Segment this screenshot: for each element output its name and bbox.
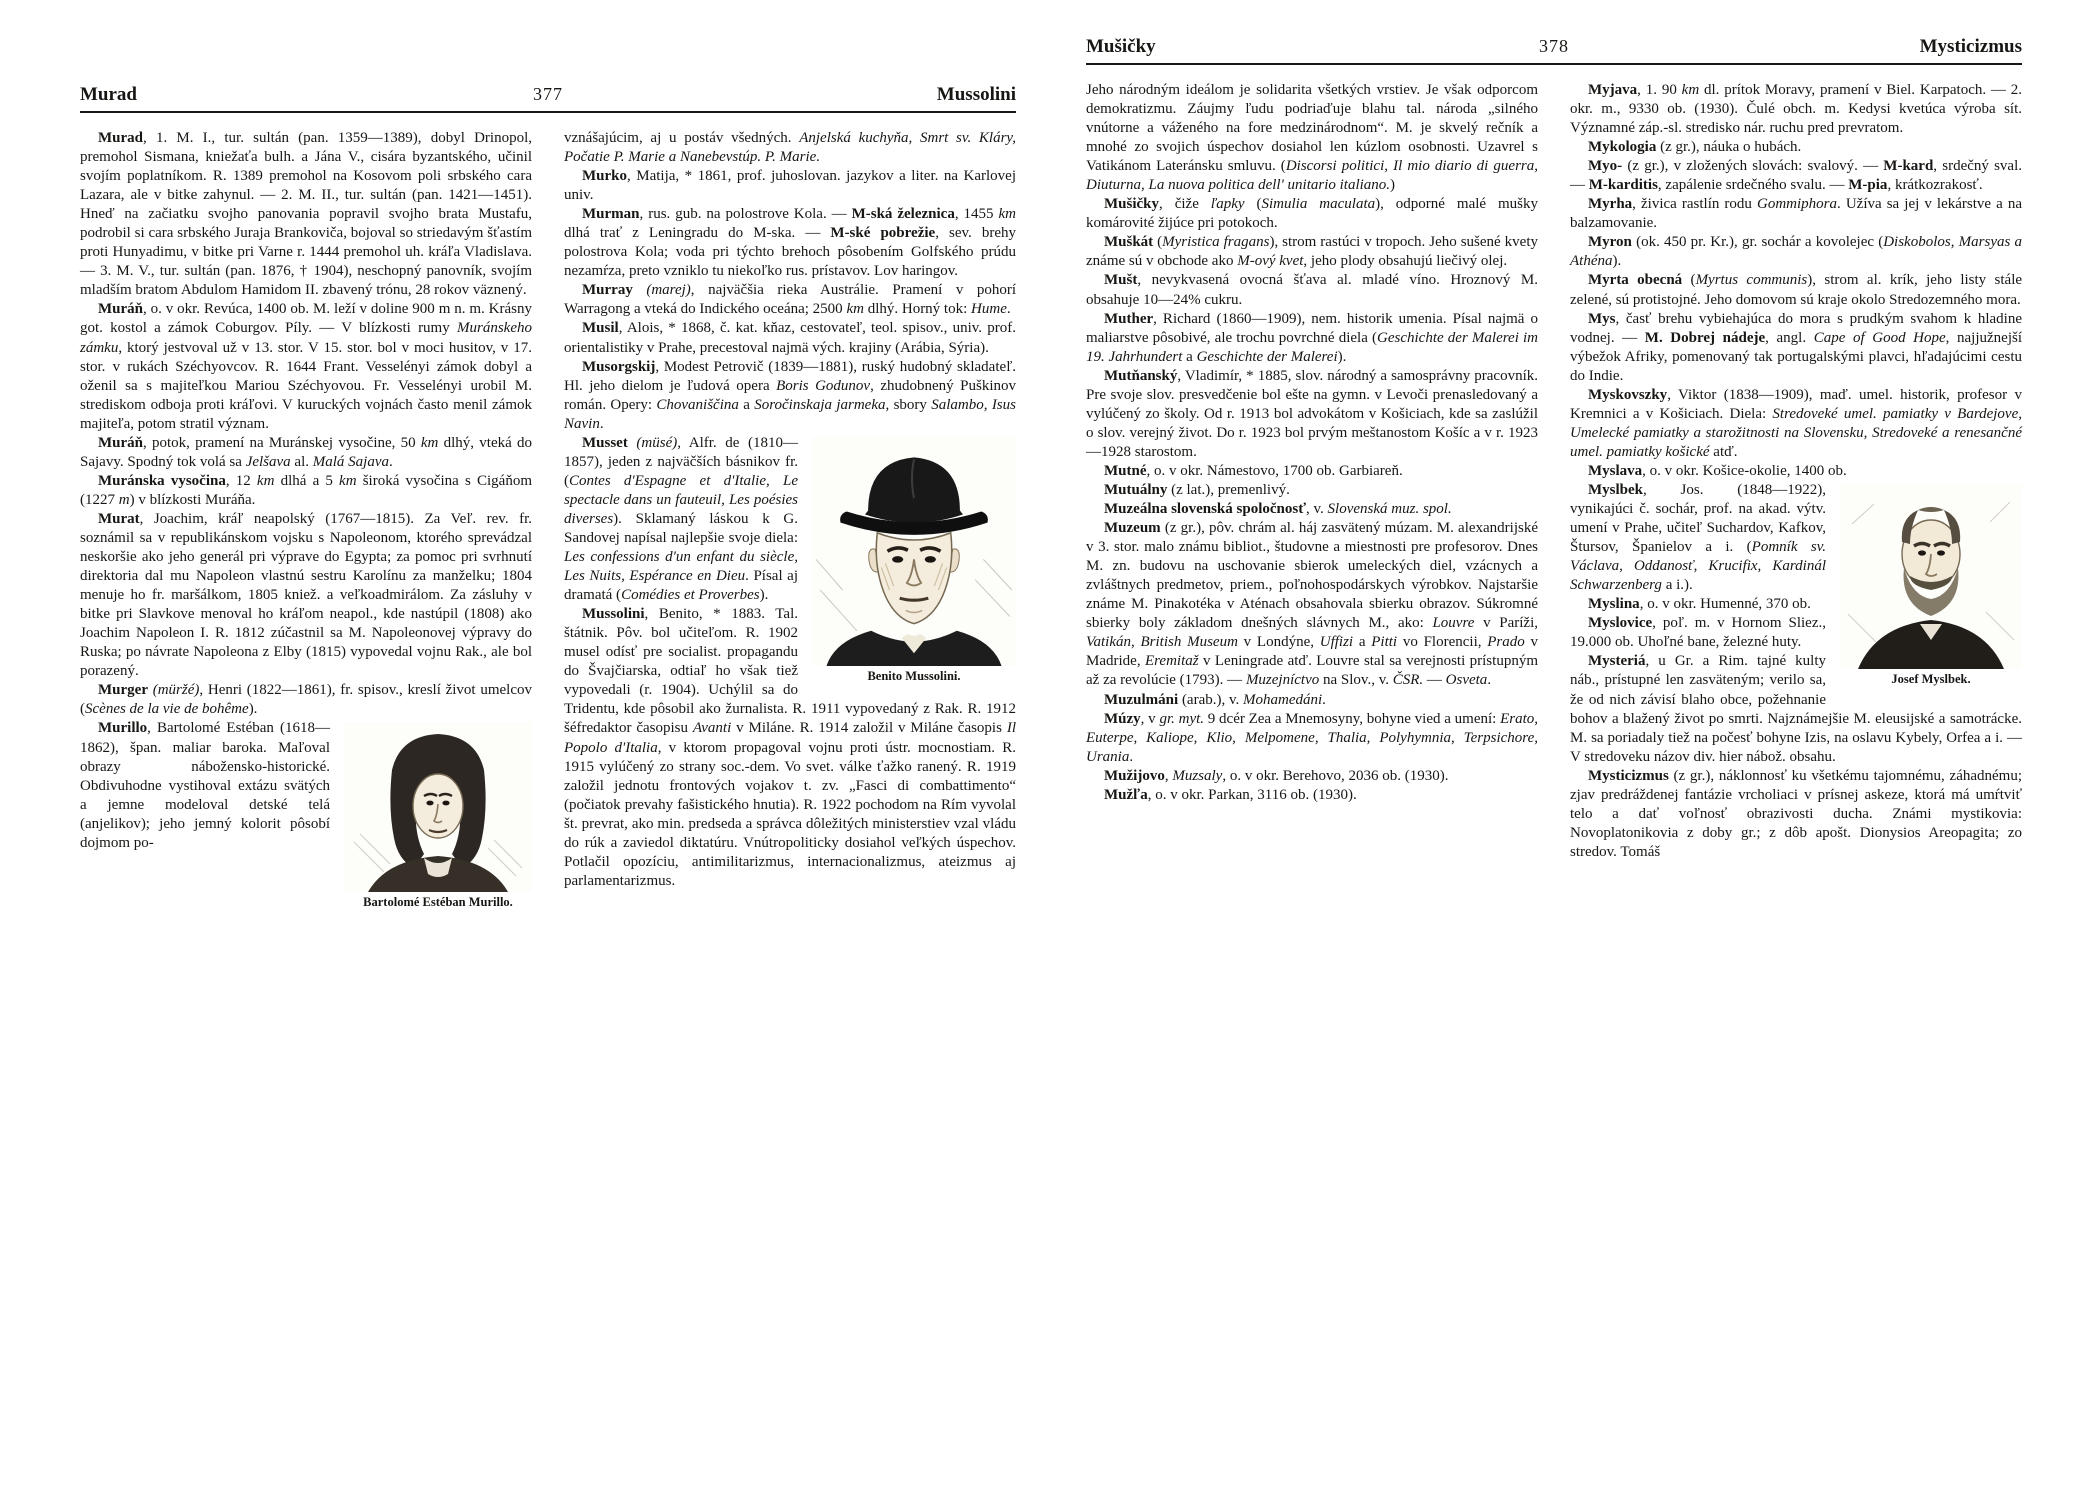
italic-text: Soročinskaja jarmeka [754, 396, 886, 413]
entry-term: Myslina [1588, 596, 1640, 613]
entry-term: Muther [1104, 310, 1154, 327]
entry-term: Murger [98, 682, 148, 699]
entry-musset: Benito Mussolini. Musset (müsé), Alfr. de (1810—1857), jeden z najväčších básnikov fr. (Contes d'Espagne et d'Italie, Le spectacle dans un fauteuil, Les poésies diverses). Sklamaný láskou k G. Sandovej napísal najlepšie svoje diela: Les confessions d'un enfant du siècle, Les Nuits, Espérance en Dieu. Písal aj dramatá (Comédies et Proverbes). [564, 434, 1016, 605]
italic-text: Muzsaly [1172, 767, 1223, 784]
italic-text: Louvre [1432, 615, 1475, 632]
italic-text: Pitti [1371, 634, 1398, 651]
entry-myslovice: Myslovice, poľ. m. v Hornom Sliez., 19.000 ob. Uhoľné bane, železné huty. [1570, 615, 1826, 651]
italic-text: (müržé) [152, 682, 200, 699]
entry-term: Mysteriá [1588, 653, 1646, 670]
entry-term: Myslava [1588, 462, 1643, 479]
italic-text: Prado [1487, 634, 1525, 651]
figure-caption: Bartolomé Estéban Murillo. [363, 895, 513, 910]
page-377 [80, 84, 1016, 916]
italic-text: Erato, Euterpe, Kaliope, Klio, Melpomene, Thalia, Polyhymnia, Terpsichore, Urania [1086, 710, 1539, 765]
page-number: 377 [533, 84, 563, 104]
entry-muran: Muráň, potok, pramení na Muránskej vysočine, 50 km dlhý, vteká do Sajavy. Spodný tok volá sa Jelšava al. Malá Sajava. [80, 434, 532, 470]
entry-mussolini: Mussolini, Benito, * 1883. Tal. štátnik. Pôv. bol učiteľom. R. 1902 musel odísť pre socialist. propagandu do Švajčiarska, odtiaľ ho však tiež vypovedali (r. 1904). Uchýlil sa do Tridentu, kde pôsobil ako žurnalista. R. 1911 vypovedaný z Rak. R. 1912 šéfredaktor časopisu Avanti v Miláne. R. 1914 založil v Miláne časopis Il Popolo d'Italia, v ktorom propagoval vojnu proti ústr. mocnostiam. R. 1915 vylúčený zo strany soc.-dem. Vo svet. válke ťažko ranený. R. 1919 založil jednotu frontových vojakov t. zv. „Fasci di combattimento“ (počiatok prevahy fašistického hnutia). R. 1922 pochodom na Rím vyvolal št. prevrat, ako min. predseda a správca dôležitých ministerstiev vzal vládu do rúk a zaviedol diktatúru. Vnútropoliticky dosiahol veľkých úspechov. Potlačil opozíciu, antimilitarizmus, internacionalizmus, ateizmus aj parlamentarizmus. [564, 606, 1016, 889]
entry-term: Myskovszky [1588, 386, 1668, 403]
italic-text: (müsé) [636, 434, 678, 451]
entry-myrha: Myrha, živica rastlín rodu Gommiphora. Užíva sa jej v lekárstve a na balzamovanie. [1570, 196, 2023, 232]
entry-continuation: Jeho národným ideálom je solidarita všetkých vrstiev. Je však odporcom demokratizmu. Záujmy ľudu podriaďuje blahu tal. národa „silného vnútorne a váženého na fore medzinárodnom“. M. je skvelý rečník a mnohé zo svojich úspechov dosiahol len kúzlom osobnosti. Uzavrel s Vatikánom Lateránsku smluvu. (Discorsi politici, Il mio diario di guerra, Diuturna, La nuova politica dell' unitario italiano.) [1086, 82, 1539, 194]
entry-mutnansky: Mutňanský, Vladimír, * 1885, slov. národný a samosprávny pracovník. Pre svoje slov. presvedčenie bol ešte na gymn. v Levoči prenasledovaný a vylúčený zo školy. Od r. 1913 bol advokátom v Košiciach, kde sa zaslúžil o slov. verejný život. Do r. 1923 bol prvým meštanostom Košíc a v r. 1923—1928 starostom. [1086, 367, 1538, 460]
entry-musorgskij: Musorgskij, Modest Petrovič (1839—1881), ruský hudobný skladateľ. Hl. jeho dielom je ľudová opera Boris Godunov, zhudobnený Puškinov román. Opery: Chovaniščina a Soročinskaja jarmeka, sbory Salambo, Isus Navin. [564, 358, 1016, 432]
bold-subentry: M-karditis [1588, 177, 1658, 194]
italic-text: Comédies et Proverbes [621, 587, 760, 604]
italic-text: Pomník sv. Václava, Oddanosť, Krucifix, Kardinál Schwarzenberg [1570, 539, 1826, 594]
entry-muzeum: Muzeum (z gr.), pôv. chrám al. háj zasvätený múzam. M. alexandrijské v 3. stor. malo známu bibliot., študovne a miestnosti pre profesorov. Dnes M. zn. budovu na uschovanie sbierok umeleckých diel, vzácnych a zvláštnych predmetov, priem., poľnohospodárskych výrobkov. Najstaršie známe M. Pinakotéka v Aténach obsahovala sbierku obrazov. Súkromné sbierky boly základom dnešných slávnych M., ako: Louvre v Paríži, Vatikán, British Museum v Londýne, Uffizi a Pitti vo Florencii, Prado v Madride, Eremitaž v Leningrade atď. Louvre stal sa verejnosti prístupným až za revolúcie (1793). — Muzejníctvo na Slov., v. ČSR. — Osveta. [1086, 520, 1538, 689]
entry-muther: Muther, Richard (1860—1909), nem. historik umenia. Písal najmä o maliarstve pôsobivé, ale trochu povrchné diela (Geschichte der Malerei im 19. Jahrhundert a Geschichte der Malerei). [1086, 310, 1538, 365]
page-378-columns [1086, 81, 2022, 862]
murillo-portrait-figure [344, 722, 532, 909]
mussolini-portrait-sketch [812, 437, 1016, 667]
italic-text: km [256, 472, 275, 489]
entry-must: Mušt, nevykvasená ovocná šťava al. mladé víno. Hroznový M. obsahuje 10—24% cukru. [1086, 272, 1538, 308]
italic-text: Simulia maculata [1261, 196, 1376, 213]
italic-text: km [339, 472, 357, 489]
entry-term: Myo- [1588, 158, 1623, 175]
bold-subentry: M-ské pobrežie [830, 225, 936, 242]
entry-muzijovo: Mužijovo, Muzsaly, o. v okr. Berehovo, 2036 ob. (1930). [1104, 767, 1449, 784]
italic-text: (marej) [646, 282, 691, 299]
bold-subentry: M. Dobrej nádeje [1644, 329, 1766, 346]
entry-continuation: vznášajúcim, aj u postáv všedných. Anjelská kuchyňa, Smrt sv. Kláry, Počatie P. Marie a Nanebevstúp. P. Marie. [564, 130, 1016, 166]
entry-term: Mussolini [582, 606, 645, 623]
entry-term: Murad [98, 130, 143, 146]
entry-term: Muráň [98, 434, 143, 451]
italic-text: Chovaniščina [656, 396, 739, 413]
page-378 [1086, 36, 2022, 862]
entry-muzla: Mužľa, o. v okr. Parkan, 3116 ob. (1930). [1104, 786, 1357, 803]
entry-term: Mys [1588, 310, 1616, 327]
italic-text: Osveta [1445, 672, 1488, 689]
italic-text: Avanti [692, 720, 732, 737]
header-keyword-left: Murad [80, 84, 137, 105]
entry-term: Myslovice [1588, 615, 1653, 632]
italic-text: Mohamedáni [1243, 691, 1323, 708]
entry-term: Murray [582, 282, 633, 299]
bold-subentry: M-kard [1883, 158, 1934, 175]
entry-murman: Murman, rus. gub. na polostrove Kola. — M-ská železnica, 1455 km dlhá trať z Leningradu do M-ska. — M-ské pobrežie, sev. brehy polostrova Kola; voda pri týchto brehoch pôsobením Golfského prúdu nezamŕza, preto vzniklo tu niekoľko rus. prístavov. Lov haringov. [564, 206, 1016, 280]
italic-text: Les confessions d'un enfant du siècle, Les Nuits, Espérance en Dieu [564, 549, 798, 585]
entry-musil: Musil, Alois, * 1868, č. kat. kňaz, cestovateľ, teol. spisov., univ. prof. orientalistiky v Prahe, precestoval najmä vých. krajiny (Arábia, Sýria). [564, 320, 1016, 356]
italic-text: Uffizi [1319, 634, 1354, 651]
italic-text: Jelšava [245, 453, 291, 470]
italic-text: Malá Sajava [312, 453, 389, 470]
italic-text: Myrtus communis [1695, 272, 1808, 289]
italic-text: Il Popolo d'Italia [564, 720, 1016, 756]
entry-murko: Murko, Matija, * 1861, prof. juhoslovan. jazykov a liter. na Karlovej univ. [564, 168, 1016, 204]
entry-mysteria: Mysteriá, u Gr. a Rim. tajné kulty náb., prístupné len zasväteným; verilo sa, že od nich závisí blaho obce, požehnanie bohov a blažený život po smrti. Najznámejšie M. eleusijské a samotrácke. M. sa poriadaly tiež na počesť bohyne Izis, na oslavu Kybely, Orfea a i. — V stredoveku názov div. hier nábož. obsahu. [1570, 653, 2022, 765]
italic-text: Gommiphora [1757, 196, 1838, 213]
page-378-column-1 [1086, 81, 1538, 862]
myslbek-portrait-sketch [1840, 484, 2022, 669]
entry-myslbek: Josef Myslbek. Myslbek, Jos. (1848—1922), vynikajúci č. sochár, prof. na akad. výtv. umení v Prahe, učiteľ Suchardov, Kafkov, Štursov, Španielov a i. (Pomník sv. Václava, Oddanosť, Krucifix, Kardinál Schwarzenberg a i.). [1570, 481, 2022, 595]
italic-text: m [118, 491, 130, 508]
entry-murillo: Bartolomé Estéban Murillo. Murillo, Bartolomé Estéban (1618—1862), špan. maliar baroka. Maľoval obrazy nábožensko-historické. Obdivuhodne vystihoval extázu svätých a jemne modeloval detské telá (anjelikov); jeho jemný kolorit pôsobí dojmom po- [80, 719, 532, 852]
italic-text: km [846, 301, 864, 318]
entry-myslina: Myslina, o. v okr. Humenné, 370 ob. [1588, 596, 1811, 613]
entry-myo: Myo- (z gr.), v zložených slovách: svalový. — M-kard, srdečný sval. — M-karditis, zapálenie srdečného svalu. — M-pia, krátkozrakosť. [1570, 158, 2023, 194]
italic-text: Discorsi politici, Il mio diario di guerra, Diuturna, La nuova politica dell' unitario italiano. [1086, 158, 1539, 194]
entry-term: Mutné [1104, 462, 1147, 479]
entry-term: Murman [582, 206, 640, 223]
italic-text: km [1681, 82, 1700, 98]
italic-text: Stredoveké umel. pamiatky v Bardejove, Umelecké pamiatky a starožitnosti na Slovensku, Stredoveké a renesančné umel. pamiatky košické [1570, 405, 2022, 460]
page-377-columns [80, 129, 1016, 916]
italic-text: Salambo, Isus Navin [564, 396, 1016, 432]
italic-text: Hume [971, 301, 1007, 318]
italic-text: km [998, 206, 1016, 223]
entry-term: Musil [582, 320, 619, 337]
entry-muzulmani: Muzulmáni (arab.), v. Mohamedáni. [1104, 691, 1326, 708]
entry-myrta-obecna: Myrta obecná (Myrtus communis), strom al. krík, jeho listy stále zelené, sú protistojné. Jeho domovom sú kraje okolo Stredozemného mora. [1570, 272, 2023, 308]
entry-murad: Murad, 1. M. I., tur. sultán (pan. 1359—1389), dobyl Drinopol, premohol Sismana, kniežaťa bulh. a Jána V., cisára byzantského, učinil svojím poplatníkom. R. 1389 premohol na Kosovom poli srbského cara Lazara, ale v bitke zahynul. — 2. M. II., tur. sultán (pan. 1421—1451). Hneď na začiatku svojho panovania popravil svojho brata Mustafu, podrobil si cara srbského Juraja Brankoviča, bojoval so striedavým šťastím proti Hunyadimu, v bitke pri Varne r. 1444 premohol uh. kráľa Vladislava. — 3. M. V., tur. sultán (pan. 1876, † 1904), neschopný panovník, svojím mladším bratom Abdulom Hamidom II. zbavený trónu, 28 rokov väznený. [80, 130, 532, 299]
italic-text: Geschichte der Malerei im 19. Jahrhundert [1086, 329, 1538, 365]
page-378-column-2 [1570, 81, 2022, 862]
italic-text: M-ový kvet [1237, 253, 1304, 270]
italic-text: Geschichte der Malerei [1196, 348, 1338, 365]
entry-term: Murillo [98, 720, 148, 737]
page-378-header [1086, 36, 2022, 65]
entry-myjava: Myjava, 1. 90 km dl. prítok Moravy, pramení v Biel. Karpatoch. — 2. okr. m., 9330 ob. (1930). Čulé obch. m. Kedysi kvetúca výroba sít. Významné záp.-sl. stredisko nár. ruchu pred prevratom. [1570, 82, 2023, 137]
entry-term: Mušičky [1104, 196, 1160, 213]
entry-murray: Murray (marej), najväčšia rieka Austrálie. Pramení v pohorí Warragong a vteká do Indického oceána; 2500 km dlhý. Horný tok: Hume. [564, 282, 1017, 318]
page-number: 378 [1539, 36, 1569, 56]
entry-term: Myrta obecná [1588, 272, 1683, 289]
entry-term: Myron [1588, 234, 1632, 251]
entry-mys: Mys, časť brehu vybiehajúca do mora s prudkým svahom k hladine vodnej. — M. Dobrej nádeje, angl. Cape of Good Hope, najjužnejší výbežok Afriky, pomenovaný tak portugalskými plavci, hľadajúcimi cestu do Indie. [1570, 310, 2023, 384]
entry-myron: Myron (ok. 450 pr. Kr.), gr. sochár a kovolejec (Diskobolos, Marsyas a Athéna). [1570, 234, 2022, 270]
bold-subentry: M-ská železnica [851, 206, 955, 223]
entry-myskovszky: Myskovszky, Viktor (1838—1909), maď. umel. historik, profesor v Kremnici a v Košiciach. Diela: Stredoveké umel. pamiatky v Bardejove, Umelecké pamiatky a starožitnosti na Slovensku, Stredoveké a renesančné umel. pamiatky košické atď. [1570, 386, 2022, 460]
entry-mysticizmus: Mysticizmus (z gr.), náklonnosť ku všetkému tajomnému, záhadnému; zjav predráždenej fantázie vrcholiaci v prísnej askeze, ktorá má umŕtviť telo a dať voľnosť obrazivosti ducha. Známi mystikovia: Novoplatonikovia z doby gr.; z dôb apošt. Dionysios Areopagita; zo stredov. Tomáš [1570, 767, 2022, 860]
italic-text: Scènes de la vie de bohême [85, 701, 249, 718]
entry-term: Musset [582, 434, 628, 451]
entry-term: Múzy [1104, 710, 1141, 727]
italic-text: ČSR. [1392, 672, 1424, 689]
entry-mutualny: Mutuálny (z lat.), premenlivý. [1104, 481, 1290, 498]
entry-term: Mutňanský [1104, 367, 1178, 384]
italic-text: Anjelská kuchyňa, Smrt sv. Kláry, Počatie P. Marie a Nanebevstúp. P. Marie. [564, 130, 1016, 166]
bold-subentry: M-pia [1848, 177, 1888, 194]
entry-muskat: Muškát (Myristica fragans), strom rastúci v tropoch. Jeho sušené kvety známe sú v obchode ako M-ový kvet, jeho plody obsahujú liečivý olej. [1086, 234, 1538, 270]
italic-text: Contes d'Espagne et d'Italie, Le spectacle dans un fauteuil, Les poésies diverses [564, 472, 798, 527]
italic-text: British Museum [1140, 634, 1238, 651]
entry-muzealna-slovenska-spolocnost: Muzeálna slovenská spoločnosť, v. Slovenská muz. spol. [1104, 501, 1452, 518]
entry-term: Muzeum [1104, 520, 1161, 537]
entry-term: Myrha [1588, 196, 1633, 213]
entry-term: Myslbek [1588, 481, 1644, 498]
italic-text: Cape of Good Hope [1813, 329, 1946, 346]
entry-term: Murat [98, 510, 140, 527]
figure-caption: Josef Myslbek. [1891, 671, 1971, 686]
entry-mykologia: Mykologia (z gr.), náuka o hubách. [1588, 139, 1802, 156]
header-keyword-right: Mussolini [936, 84, 1016, 105]
entry-term: Muškát [1104, 234, 1154, 251]
entry-term: Muránska vysočina [98, 472, 226, 489]
italic-text: ľapky [1210, 196, 1245, 213]
murillo-portrait-sketch [344, 722, 532, 892]
entry-term: Myjava [1588, 82, 1638, 98]
entry-term: Mužľa [1104, 786, 1148, 803]
figure-caption: Benito Mussolini. [867, 669, 961, 684]
entry-murat: Murat, Joachim, kráľ neapolský (1767—1815). Za Veľ. rev. fr. soznámil sa v republikánskom vojsku s Napoleonom, ktorého sprevádzal neskoršie ako jeho generál pri výprave do Egypta; za pomoc pri svrhnutí direktoria dal mu Napoleon vlastnú sestru Karolínu za manželku; 1804 menuje ho fr. maršálkom, 1805 kniež. a veľkoadmirálom. Za zásluhy v bitke pri Slavkove menoval ho kráľom neapol., kde nastúpil (1808) ako Joachim Napoleon I. R. 1812 zúčastnil sa M. Napoleonovej výpravy do Ruska; po návrate Napoleona z Elby (1815) vypovedal vojnu Rak., ale bol porazený. [80, 510, 532, 680]
entry-musicky: Mušičky, čiže ľapky (Simulia maculata), odporné malé mušky komárovité žijúce pri potokoch. [1086, 196, 1538, 232]
italic-text: km [420, 434, 439, 451]
entry-term: Mužijovo [1104, 767, 1165, 784]
italic-text: gr. myt. [1159, 710, 1205, 727]
italic-text: Slovenská muz. spol. [1327, 501, 1452, 518]
entry-term: Muráň [98, 301, 143, 318]
page-377-column-1 [80, 129, 532, 916]
entry-muzy: Múzy, v gr. myt. 9 dcér Zea a Mnemosyny, bohyne vied a umení: Erato, Euterpe, Kaliope, Klio, Melpomene, Thalia, Polyhymnia, Terpsichore, Urania. [1086, 710, 1539, 765]
italic-text: Muránskeho zámku [80, 320, 532, 356]
italic-text: Eremitaž [1144, 653, 1199, 670]
page-377-column-2 [564, 129, 1016, 916]
myslbek-portrait-figure [1840, 484, 2022, 686]
entry-term: Muzulmáni [1104, 691, 1179, 708]
entry-murger: Murger (müržé), Henri (1822—1861), fr. spisov., kreslí život umelcov (Scènes de la vie de bohême). [80, 682, 532, 718]
entry-muranska-vysocina: Muránska vysočina, 12 km dlhá a 5 km široká vysočina s Cigáňom (1227 m) v blízkosti Muráňa. [80, 472, 532, 508]
entry-muran: Muráň, o. v okr. Revúca, 1400 ob. M. leží v doline 900 m n. m. Krásny got. kostol a zámok Coburgov. Píly. — V blízkosti rumy Muránskeho zámku, ktorý jestvoval už v 13. stor. V 15. stor. bol v moci husitov, v 17. stor. v rukách Széchyovcov. R. 1644 Frant. Vesselényi zámok dobyl a oženil sa s majiteľkou Mariou Széchyovou. Fr. Vesselényi urobil M. strediskom odboja proti kráľovi. V kuruckých vojnách často menil zámok majiteľa, potom stratil význam. [80, 301, 532, 432]
italic-text: Myristica fragans [1162, 234, 1270, 251]
italic-text: Muzejníctvo [1245, 672, 1320, 689]
entry-term: Mutuálny [1104, 481, 1168, 498]
entry-term: Mušt [1104, 272, 1138, 289]
italic-text: Diskobolos, Marsyas a Athéna [1570, 234, 2022, 270]
entry-term: Muzeálna slovenská spoločnosť [1104, 501, 1307, 518]
header-keyword-right: Mysticizmus [1919, 36, 2022, 57]
entry-term: Murko [582, 168, 627, 185]
italic-text: Vatikán [1086, 634, 1131, 651]
entry-term: Mysticizmus [1588, 767, 1669, 784]
italic-text: Boris Godunov [776, 377, 871, 394]
entry-myslava: Myslava, o. v okr. Košice-okolie, 1400 ob. [1588, 462, 1847, 479]
entry-term: Mykologia [1588, 139, 1657, 156]
entry-term: Musorgskij [582, 358, 656, 375]
header-keyword-left: Mušičky [1086, 36, 1156, 57]
page-377-header [80, 84, 1016, 113]
entry-mutne: Mutné, o. v okr. Námestovo, 1700 ob. Garbiareň. [1104, 462, 1403, 479]
mussolini-portrait-figure [812, 437, 1016, 684]
